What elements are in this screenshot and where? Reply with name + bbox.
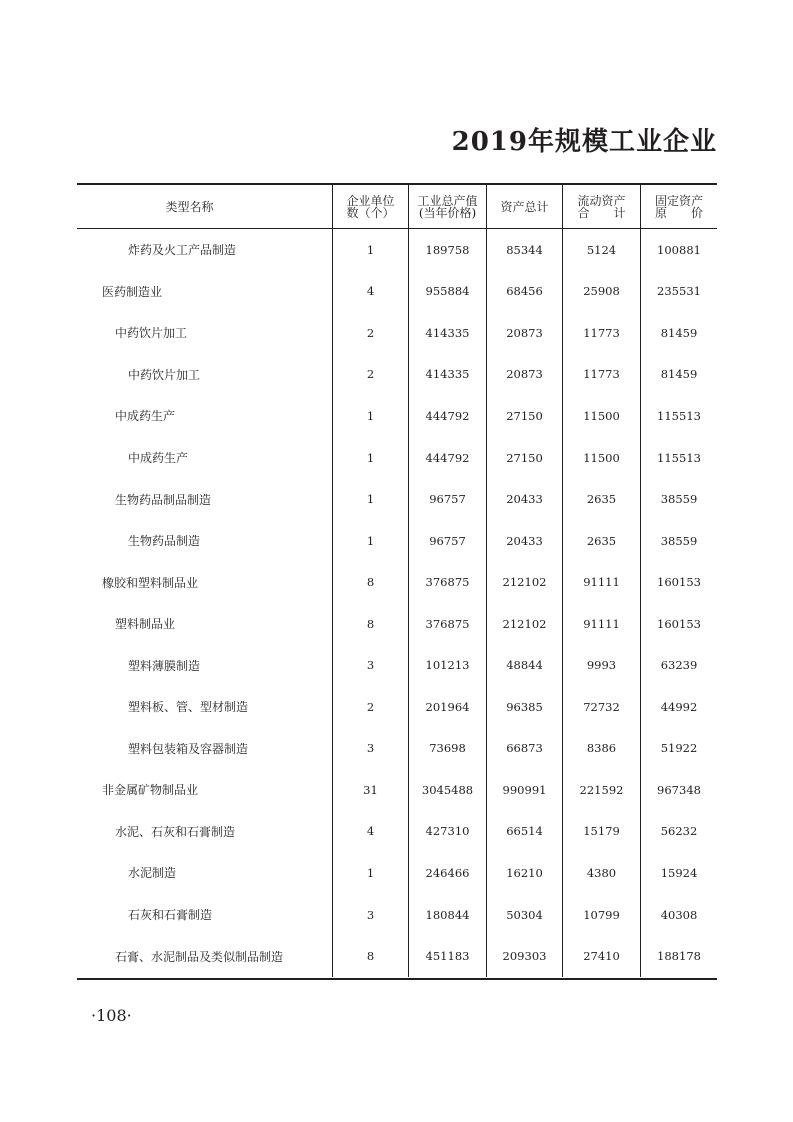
cell-fixed: 56232 xyxy=(640,811,717,853)
cell-current: 5124 xyxy=(562,229,640,271)
table-row xyxy=(77,811,717,853)
table-row xyxy=(77,395,717,437)
table-row xyxy=(77,603,717,645)
table-body xyxy=(77,229,717,977)
statistics-table xyxy=(77,183,717,980)
header-name-label: 类型名称 xyxy=(165,199,214,214)
header-output xyxy=(408,185,486,228)
cell-output: 73698 xyxy=(408,728,486,770)
table-row xyxy=(77,478,717,520)
cell-current: 15179 xyxy=(562,811,640,853)
cell-current: 11500 xyxy=(562,395,640,437)
cell-assets: 209303 xyxy=(486,935,562,977)
header-name xyxy=(77,185,332,228)
cell-assets: 16210 xyxy=(486,852,562,894)
cell-current: 2635 xyxy=(562,520,640,562)
header-units-line2: 数（个） xyxy=(346,205,395,220)
cell-assets: 50304 xyxy=(486,894,562,936)
cell-fixed: 115513 xyxy=(640,437,717,479)
cell-assets: 20433 xyxy=(486,478,562,520)
header-fixed-line2: 原 价 xyxy=(654,205,703,220)
cell-units: 8 xyxy=(332,603,408,645)
header-units-line1: 企业单位 xyxy=(346,193,395,208)
page-number: ·108· xyxy=(91,1006,132,1025)
cell-current: 2635 xyxy=(562,478,640,520)
cell-assets: 27150 xyxy=(486,395,562,437)
cell-current: 11773 xyxy=(562,312,640,354)
cell-name: 生物药品制造 xyxy=(128,534,201,549)
cell-output: 180844 xyxy=(408,894,486,936)
cell-current: 72732 xyxy=(562,686,640,728)
cell-name: 水泥制造 xyxy=(128,866,177,881)
cell-fixed: 38559 xyxy=(640,520,717,562)
cell-output: 96757 xyxy=(408,478,486,520)
cell-assets: 48844 xyxy=(486,644,562,686)
table-row xyxy=(77,644,717,686)
cell-current: 11500 xyxy=(562,437,640,479)
cell-assets: 212102 xyxy=(486,561,562,603)
cell-name: 塑料薄膜制造 xyxy=(128,658,201,673)
header-current-line1: 流动资产 xyxy=(577,193,626,208)
table-row xyxy=(77,520,717,562)
cell-assets: 96385 xyxy=(486,686,562,728)
cell-name: 塑料板、管、型材制造 xyxy=(128,700,249,715)
cell-units: 2 xyxy=(332,686,408,728)
header-output-line1: 工业总产值 xyxy=(417,193,478,208)
header-current-line2: 合 计 xyxy=(577,205,626,220)
cell-name: 石灰和石膏制造 xyxy=(128,908,213,923)
cell-fixed: 115513 xyxy=(640,395,717,437)
cell-units: 1 xyxy=(332,437,408,479)
cell-name: 中成药生产 xyxy=(115,409,176,424)
cell-name: 医药制造业 xyxy=(102,284,163,299)
cell-current: 8386 xyxy=(562,728,640,770)
table-row xyxy=(77,935,717,977)
cell-current: 27410 xyxy=(562,935,640,977)
cell-name: 石膏、水泥制品及类似制品制造 xyxy=(115,949,284,964)
header-assets-label: 资产总计 xyxy=(500,199,549,214)
cell-units: 1 xyxy=(332,520,408,562)
cell-assets: 212102 xyxy=(486,603,562,645)
cell-output: 201964 xyxy=(408,686,486,728)
table-row xyxy=(77,852,717,894)
cell-fixed: 51922 xyxy=(640,728,717,770)
cell-name: 炸药及火工产品制造 xyxy=(128,243,237,258)
cell-fixed: 40308 xyxy=(640,894,717,936)
cell-output: 955884 xyxy=(408,271,486,313)
cell-fixed: 235531 xyxy=(640,271,717,313)
cell-current: 91111 xyxy=(562,561,640,603)
header-assets xyxy=(486,185,562,228)
cell-output: 414335 xyxy=(408,354,486,396)
cell-current: 10799 xyxy=(562,894,640,936)
cell-assets: 66514 xyxy=(486,811,562,853)
cell-output: 451183 xyxy=(408,935,486,977)
cell-fixed: 44992 xyxy=(640,686,717,728)
cell-fixed: 967348 xyxy=(640,769,717,811)
cell-assets: 27150 xyxy=(486,437,562,479)
cell-units: 8 xyxy=(332,935,408,977)
table-row xyxy=(77,271,717,313)
cell-fixed: 81459 xyxy=(640,312,717,354)
cell-fixed: 63239 xyxy=(640,644,717,686)
cell-units: 1 xyxy=(332,395,408,437)
cell-fixed: 188178 xyxy=(640,935,717,977)
table-row xyxy=(77,312,717,354)
cell-output: 189758 xyxy=(408,229,486,271)
cell-units: 2 xyxy=(332,312,408,354)
cell-fixed: 81459 xyxy=(640,354,717,396)
header-fixed-line1: 固定资产 xyxy=(654,193,703,208)
cell-units: 1 xyxy=(332,478,408,520)
header-current xyxy=(562,185,640,228)
cell-output: 376875 xyxy=(408,603,486,645)
header-output-line2: (当年价格) xyxy=(418,205,477,220)
header-units xyxy=(332,185,408,228)
cell-name: 塑料制品业 xyxy=(115,617,176,632)
cell-fixed: 15924 xyxy=(640,852,717,894)
cell-assets: 66873 xyxy=(486,728,562,770)
cell-output: 376875 xyxy=(408,561,486,603)
cell-units: 4 xyxy=(332,271,408,313)
cell-output: 444792 xyxy=(408,395,486,437)
cell-units: 1 xyxy=(332,229,408,271)
cell-units: 2 xyxy=(332,354,408,396)
table-row xyxy=(77,229,717,271)
cell-name: 中药饮片加工 xyxy=(128,367,201,382)
table-row xyxy=(77,437,717,479)
cell-name: 塑料包装箱及容器制造 xyxy=(128,741,249,756)
table-row xyxy=(77,769,717,811)
cell-assets: 990991 xyxy=(486,769,562,811)
cell-output: 414335 xyxy=(408,312,486,354)
cell-assets: 20433 xyxy=(486,520,562,562)
table-row xyxy=(77,894,717,936)
cell-current: 25908 xyxy=(562,271,640,313)
table-row xyxy=(77,686,717,728)
table-row xyxy=(77,728,717,770)
cell-output: 96757 xyxy=(408,520,486,562)
cell-output: 101213 xyxy=(408,644,486,686)
cell-current: 221592 xyxy=(562,769,640,811)
cell-assets: 20873 xyxy=(486,354,562,396)
cell-output: 444792 xyxy=(408,437,486,479)
cell-name: 非金属矿物制品业 xyxy=(102,783,199,798)
cell-name: 生物药品制品制造 xyxy=(115,492,212,507)
table-row xyxy=(77,354,717,396)
cell-units: 8 xyxy=(332,561,408,603)
cell-name: 水泥、石灰和石膏制造 xyxy=(115,824,236,839)
cell-fixed: 38559 xyxy=(640,478,717,520)
cell-units: 3 xyxy=(332,644,408,686)
cell-fixed: 100881 xyxy=(640,229,717,271)
cell-fixed: 160153 xyxy=(640,561,717,603)
cell-assets: 20873 xyxy=(486,312,562,354)
cell-assets: 85344 xyxy=(486,229,562,271)
cell-fixed: 160153 xyxy=(640,603,717,645)
cell-name: 橡胶和塑料制品业 xyxy=(102,575,199,590)
cell-name: 中成药生产 xyxy=(128,451,189,465)
cell-units: 31 xyxy=(332,769,408,811)
cell-units: 4 xyxy=(332,811,408,853)
cell-units: 3 xyxy=(332,894,408,936)
cell-output: 3045488 xyxy=(408,769,486,811)
header-fixed xyxy=(640,185,717,228)
cell-name: 中药饮片加工 xyxy=(115,326,188,341)
table-row xyxy=(77,561,717,603)
cell-current: 91111 xyxy=(562,603,640,645)
cell-current: 9993 xyxy=(562,644,640,686)
cell-units: 3 xyxy=(332,728,408,770)
cell-current: 4380 xyxy=(562,852,640,894)
page-title: 2019年规模工业企业 xyxy=(451,127,717,157)
cell-assets: 68456 xyxy=(486,271,562,313)
cell-units: 1 xyxy=(332,852,408,894)
cell-output: 427310 xyxy=(408,811,486,853)
table-header xyxy=(77,185,717,229)
cell-output: 246466 xyxy=(408,852,486,894)
cell-current: 11773 xyxy=(562,354,640,396)
